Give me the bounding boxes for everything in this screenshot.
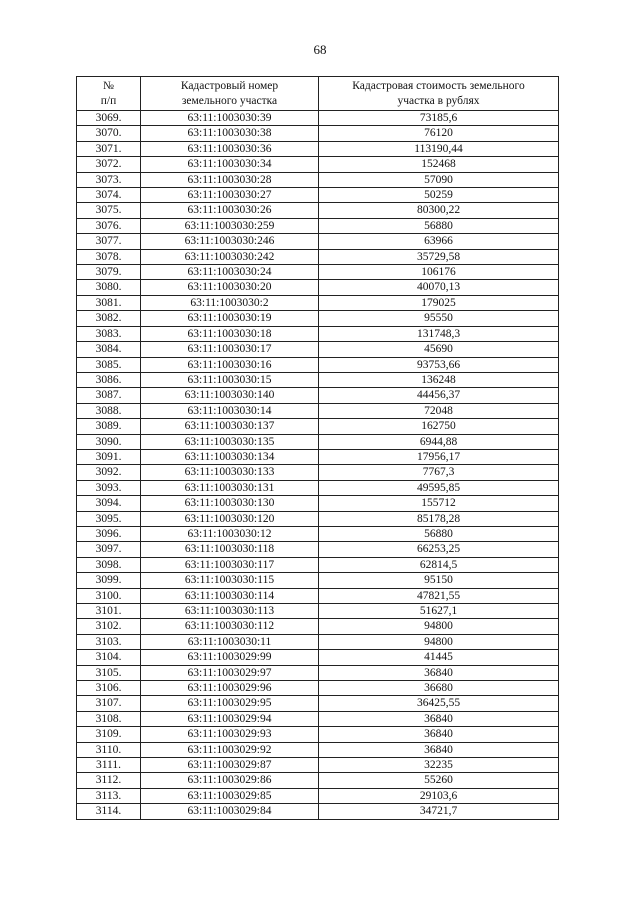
cadastral-value: 80300,22 (319, 203, 559, 218)
row-number: 3101. (77, 604, 141, 619)
table-row (77, 218, 559, 233)
cadastral-value: 113190,44 (319, 141, 559, 156)
cadastral-value: 34721,7 (319, 804, 559, 819)
row-number: 3086. (77, 372, 141, 387)
row-number: 3105. (77, 665, 141, 680)
cadastral-number: 63:11:1003030:17 (141, 342, 319, 357)
table-row (77, 295, 559, 310)
table-row (77, 234, 559, 249)
table-row (77, 249, 559, 264)
row-number: 3106. (77, 681, 141, 696)
row-number: 3081. (77, 295, 141, 310)
row-number: 3075. (77, 203, 141, 218)
row-number: 3110. (77, 742, 141, 757)
cadastral-number: 63:11:1003030:34 (141, 157, 319, 172)
cadastral-number: 63:11:1003029:85 (141, 788, 319, 803)
table-row (77, 449, 559, 464)
cadastral-number: 63:11:1003030:114 (141, 588, 319, 603)
header-value-line2: участка в рублях (397, 94, 480, 107)
row-number: 3091. (77, 449, 141, 464)
table-header-row (77, 77, 559, 111)
cadastral-value: 41445 (319, 650, 559, 665)
header-value-line1: Кадастровая стоимость земельного (352, 79, 525, 92)
cadastral-number: 63:11:1003030:135 (141, 434, 319, 449)
cadastral-value: 6944,88 (319, 434, 559, 449)
row-number: 3095. (77, 511, 141, 526)
cadastral-value: 94800 (319, 634, 559, 649)
cadastral-number: 63:11:1003030:27 (141, 188, 319, 203)
cadastral-number: 63:11:1003030:259 (141, 218, 319, 233)
cadastral-value: 32235 (319, 758, 559, 773)
cadastral-number: 63:11:1003030:20 (141, 280, 319, 295)
cadastral-value: 95550 (319, 311, 559, 326)
cadastral-number: 63:11:1003030:24 (141, 265, 319, 280)
cadastral-number: 63:11:1003030:38 (141, 126, 319, 141)
header-number (77, 77, 141, 111)
row-number: 3103. (77, 634, 141, 649)
row-number: 3109. (77, 727, 141, 742)
header-cadastral-value (319, 77, 559, 111)
cadastral-value: 49595,85 (319, 480, 559, 495)
cadastral-number: 63:11:1003029:93 (141, 727, 319, 742)
row-number: 3092. (77, 465, 141, 480)
cadastral-value: 136248 (319, 372, 559, 387)
row-number: 3073. (77, 172, 141, 187)
table-row (77, 665, 559, 680)
cadastral-number: 63:11:1003030:137 (141, 419, 319, 434)
cadastral-value: 57090 (319, 172, 559, 187)
cadastral-value: 29103,6 (319, 788, 559, 803)
cadastral-number: 63:11:1003029:96 (141, 681, 319, 696)
row-number: 3093. (77, 480, 141, 495)
cadastral-value: 152468 (319, 157, 559, 172)
table-row (77, 511, 559, 526)
cadastral-value: 76120 (319, 126, 559, 141)
cadastral-value: 51627,1 (319, 604, 559, 619)
header-cadastral-number (141, 77, 319, 111)
cadastral-table (76, 76, 559, 820)
row-number: 3070. (77, 126, 141, 141)
cadastral-number: 63:11:1003030:36 (141, 141, 319, 156)
cadastral-number: 63:11:1003030:26 (141, 203, 319, 218)
row-number: 3096. (77, 526, 141, 541)
cadastral-value: 162750 (319, 419, 559, 434)
table-row (77, 634, 559, 649)
cadastral-number: 63:11:1003029:95 (141, 696, 319, 711)
cadastral-value: 40070,13 (319, 280, 559, 295)
table-row (77, 280, 559, 295)
cadastral-value: 55260 (319, 773, 559, 788)
cadastral-number: 63:11:1003030:120 (141, 511, 319, 526)
table-row (77, 480, 559, 495)
cadastral-value: 63966 (319, 234, 559, 249)
cadastral-number: 63:11:1003030:19 (141, 311, 319, 326)
table-row (77, 342, 559, 357)
cadastral-value: 35729,58 (319, 249, 559, 264)
cadastral-number: 63:11:1003029:97 (141, 665, 319, 680)
cadastral-number: 63:11:1003030:140 (141, 388, 319, 403)
cadastral-number: 63:11:1003030:118 (141, 542, 319, 557)
cadastral-value: 62814,5 (319, 557, 559, 572)
table-row (77, 157, 559, 172)
table-row (77, 419, 559, 434)
cadastral-value: 50259 (319, 188, 559, 203)
cadastral-number: 63:11:1003030:15 (141, 372, 319, 387)
cadastral-number: 63:11:1003030:112 (141, 619, 319, 634)
table-row (77, 496, 559, 511)
row-number: 3098. (77, 557, 141, 572)
table-row (77, 311, 559, 326)
table-row (77, 573, 559, 588)
cadastral-value: 44456,37 (319, 388, 559, 403)
cadastral-number: 63:11:1003030:18 (141, 326, 319, 341)
cadastral-number: 63:11:1003030:11 (141, 634, 319, 649)
row-number: 3114. (77, 804, 141, 819)
cadastral-value: 36840 (319, 665, 559, 680)
row-number: 3108. (77, 711, 141, 726)
cadastral-number: 63:11:1003030:134 (141, 449, 319, 464)
cadastral-value: 72048 (319, 403, 559, 418)
table-row (77, 465, 559, 480)
cadastral-number: 63:11:1003030:131 (141, 480, 319, 495)
row-number: 3077. (77, 234, 141, 249)
cadastral-value: 131748,3 (319, 326, 559, 341)
table-row (77, 111, 559, 126)
cadastral-number: 63:11:1003029:86 (141, 773, 319, 788)
cadastral-number: 63:11:1003029:94 (141, 711, 319, 726)
table-row (77, 357, 559, 372)
cadastral-number: 63:11:1003030:16 (141, 357, 319, 372)
table-body (77, 111, 559, 820)
cadastral-number: 63:11:1003030:130 (141, 496, 319, 511)
row-number: 3076. (77, 218, 141, 233)
table-row (77, 696, 559, 711)
table-row (77, 588, 559, 603)
row-number: 3084. (77, 342, 141, 357)
row-number: 3087. (77, 388, 141, 403)
cadastral-value: 94800 (319, 619, 559, 634)
table-row (77, 126, 559, 141)
row-number: 3112. (77, 773, 141, 788)
row-number: 3102. (77, 619, 141, 634)
row-number: 3113. (77, 788, 141, 803)
table-row (77, 788, 559, 803)
row-number: 3074. (77, 188, 141, 203)
row-number: 3088. (77, 403, 141, 418)
row-number: 3094. (77, 496, 141, 511)
table-row (77, 172, 559, 187)
row-number: 3069. (77, 111, 141, 126)
cadastral-value: 45690 (319, 342, 559, 357)
cadastral-value: 85178,28 (319, 511, 559, 526)
cadastral-number: 63:11:1003030:113 (141, 604, 319, 619)
row-number: 3099. (77, 573, 141, 588)
page-number: 68 (313, 42, 327, 57)
cadastral-value: 66253,25 (319, 542, 559, 557)
table-row (77, 372, 559, 387)
cadastral-value: 155712 (319, 496, 559, 511)
cadastral-number: 63:11:1003030:2 (141, 295, 319, 310)
table-row (77, 758, 559, 773)
cadastral-number: 63:11:1003029:87 (141, 758, 319, 773)
cadastral-value: 73185,6 (319, 111, 559, 126)
table-row (77, 773, 559, 788)
table-row (77, 604, 559, 619)
cadastral-number: 63:11:1003030:12 (141, 526, 319, 541)
cadastral-number: 63:11:1003030:14 (141, 403, 319, 418)
cadastral-value: 56880 (319, 218, 559, 233)
cadastral-value: 7767,3 (319, 465, 559, 480)
cadastral-value: 179025 (319, 295, 559, 310)
row-number: 3089. (77, 419, 141, 434)
cadastral-value: 17956,17 (319, 449, 559, 464)
table-row (77, 727, 559, 742)
row-number: 3080. (77, 280, 141, 295)
cadastral-value: 36840 (319, 711, 559, 726)
table-row (77, 141, 559, 156)
table-row (77, 804, 559, 819)
table-row (77, 203, 559, 218)
cadastral-value: 95150 (319, 573, 559, 588)
table-row (77, 681, 559, 696)
table-row (77, 188, 559, 203)
cadastral-value: 93753,66 (319, 357, 559, 372)
table-row (77, 388, 559, 403)
row-number: 3097. (77, 542, 141, 557)
header-number-line1: № (103, 79, 114, 92)
cadastral-value: 36840 (319, 727, 559, 742)
cadastral-number: 63:11:1003030:39 (141, 111, 319, 126)
row-number: 3100. (77, 588, 141, 603)
table-row (77, 265, 559, 280)
table-row (77, 542, 559, 557)
row-number: 3079. (77, 265, 141, 280)
cadastral-number: 63:11:1003029:92 (141, 742, 319, 757)
cadastral-number: 63:11:1003029:84 (141, 804, 319, 819)
table-row (77, 557, 559, 572)
table-row (77, 742, 559, 757)
header-cadastral-line1: Кадастровый номер (180, 79, 279, 92)
header-number-line2: п/п (100, 94, 117, 107)
row-number: 3083. (77, 326, 141, 341)
cadastral-number: 63:11:1003030:115 (141, 573, 319, 588)
table-row (77, 619, 559, 634)
cadastral-value: 47821,55 (319, 588, 559, 603)
table-row (77, 650, 559, 665)
table-row (77, 326, 559, 341)
cadastral-number: 63:11:1003030:28 (141, 172, 319, 187)
row-number: 3107. (77, 696, 141, 711)
table-row (77, 526, 559, 541)
table-row (77, 434, 559, 449)
cadastral-number: 63:11:1003029:99 (141, 650, 319, 665)
cadastral-value: 106176 (319, 265, 559, 280)
cadastral-number: 63:11:1003030:117 (141, 557, 319, 572)
row-number: 3082. (77, 311, 141, 326)
row-number: 3104. (77, 650, 141, 665)
header-cadastral-line2: земельного участка (181, 94, 278, 107)
row-number: 3078. (77, 249, 141, 264)
table-row (77, 711, 559, 726)
row-number: 3085. (77, 357, 141, 372)
row-number: 3090. (77, 434, 141, 449)
row-number: 3071. (77, 141, 141, 156)
table-row (77, 403, 559, 418)
cadastral-value: 36680 (319, 681, 559, 696)
cadastral-value: 36840 (319, 742, 559, 757)
cadastral-number: 63:11:1003030:242 (141, 249, 319, 264)
cadastral-number: 63:11:1003030:246 (141, 234, 319, 249)
row-number: 3072. (77, 157, 141, 172)
cadastral-value: 56880 (319, 526, 559, 541)
cadastral-value: 36425,55 (319, 696, 559, 711)
cadastral-number: 63:11:1003030:133 (141, 465, 319, 480)
row-number: 3111. (77, 758, 141, 773)
